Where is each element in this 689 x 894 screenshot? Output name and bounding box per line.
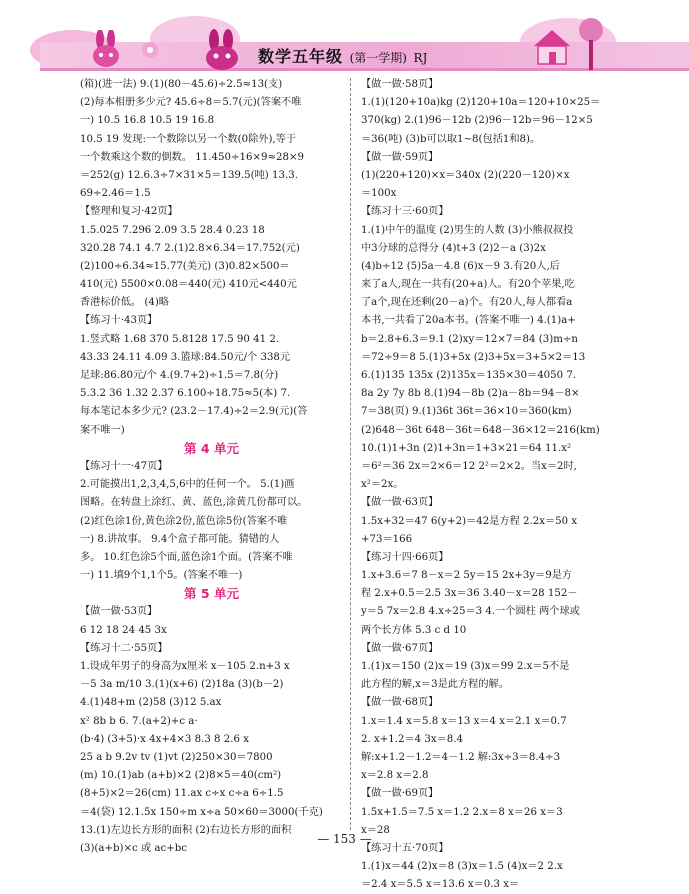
section-heading: 【练习十三·60页】 bbox=[361, 206, 449, 218]
answer-line: 图略。在转盘上涂红、黄、蓝色,涂黄几份都可以。 bbox=[80, 497, 308, 509]
answer-line: ＝72÷9＝8 5.(1)3+5x (2)3+5x＝3+5×2＝13 bbox=[361, 351, 586, 363]
answer-line: 每本笔记本多少元? (23.2－17.4)÷2＝2.9(元)(答 bbox=[80, 406, 308, 418]
answer-line: 2. x+1.2＝4 3x＝8.4 bbox=[361, 733, 463, 745]
book-title-semester: (第一学期) bbox=[349, 51, 407, 65]
answer-line: 1.5.025 7.296 2.09 3.5 28.4 0.23 18 bbox=[80, 224, 265, 236]
answer-line: y＝5 7x＝2.8 4.x÷25＝3 4.一个圆柱 两个球或 bbox=[361, 606, 580, 618]
section-heading: 【练习十一·47页】 bbox=[80, 460, 168, 472]
answer-line: (2)100÷6.34≈15.77(美元) (3)0.82×500＝ bbox=[80, 260, 290, 272]
answer-line: (8+5)×2＝26(cm) 11.ax c÷x c÷a 6÷1.5 bbox=[80, 788, 284, 800]
answer-line: 4.(1)48+m (2)58 (3)12 5.ax bbox=[80, 697, 222, 709]
page-number: — 153 — bbox=[317, 832, 372, 846]
answer-line: ＝252(g) 12.6.3÷7×31×5＝139.5(吨) 13.3. bbox=[80, 169, 298, 181]
book-title-main: 数学五年级 bbox=[258, 47, 344, 66]
answer-line: 了a个,现在还剩(20－a)个。有20人,每人都看a bbox=[361, 297, 573, 309]
answer-line: x＝2.8 x＝2.8 bbox=[361, 770, 429, 782]
answer-line: 多。 10.红色涂5个面,蓝色涂1个面。(答案不唯 bbox=[80, 551, 293, 563]
answer-line: (2)每本相册多少元? 45.6÷8＝5.7(元)(答案不唯 bbox=[80, 97, 302, 109]
answer-line: 香港标价低。 (4)略 bbox=[80, 297, 169, 309]
answer-line: x＝28 bbox=[361, 824, 390, 836]
unit-heading: 第 4 单元 bbox=[184, 440, 239, 456]
answer-line: ＝100x bbox=[361, 188, 397, 200]
section-heading: 【整理和复习·42页】 bbox=[80, 206, 178, 218]
answer-line: 10.5 19 发现:一个数除以另一个数(0除外),等于 bbox=[80, 133, 297, 145]
answer-line: (b·4) (3+5)·x 4x+4×3 8.3 8 2.6 x bbox=[80, 733, 249, 745]
house-icon bbox=[530, 24, 574, 66]
answer-line: 6.(1)135 135x (2)135x＝135×30＝4050 7. bbox=[361, 370, 577, 381]
answer-line: 一) 8.讲故事。 9.4个盒子都可能。猜错的人 bbox=[80, 533, 280, 545]
answer-line: x² 8b b 6. 7.(a+2)+c a· bbox=[80, 715, 198, 727]
answer-line: (m) 10.(1)ab (a+b)×2 (2)8×5＝40(cm²) bbox=[80, 770, 282, 782]
answer-line: 足球:86.80元/个 4.(9.7+2)÷1.5＝7.8(分) bbox=[80, 370, 279, 381]
answer-line: 1.x+3.6＝7 8－x＝2 5y＝15 2x+3y＝9是方 bbox=[361, 570, 573, 582]
answer-line: 来了a人,现在一共有(20+a)人。有20个苹果,吃 bbox=[361, 279, 575, 291]
answer-line: 本书,一共看了20a本书。(答案不唯一) 4.(1)a+ bbox=[361, 315, 576, 327]
section-heading: 【做一做·67页】 bbox=[361, 642, 439, 654]
answer-line: －5 3a m/10 3.(1)(x+6) (2)18a (3)(b－2) bbox=[80, 679, 284, 691]
answer-line: ＝36(吨) (3)b可以取1~8(包括1和8)。 bbox=[361, 133, 541, 145]
answer-line: 1.(1)中午的温度 (2)男生的人数 (3)小熊叔叔投 bbox=[361, 224, 574, 236]
answer-line: 案不唯一) bbox=[80, 424, 125, 436]
answer-line: 中3分球的总得分 (4)t+3 (2)2－a (3)2x bbox=[361, 242, 546, 254]
answer-line: 解:x+1.2－1.2＝4－1.2 解:3x÷3＝8.4÷3 bbox=[361, 751, 561, 763]
answer-line: 一) 10.5 16.8 10.5 19 16.8 bbox=[80, 115, 215, 127]
answer-line: 1.x＝1.4 x＝5.8 x＝13 x＝4 x＝2.1 x＝0.7 bbox=[361, 715, 567, 727]
book-title bbox=[258, 44, 427, 67]
answer-line: 25 a b 9.2v tv (1)vt (2)250×30＝7800 bbox=[80, 751, 273, 763]
header-banner bbox=[0, 0, 689, 74]
answer-line: 320.28 74.1 4.7 2.(1)2.8×6.34＝17.752(元) bbox=[80, 242, 300, 254]
answer-line: ＝6²＝36 2x＝2×6＝12 2²＝2×2。当x＝2时, bbox=[361, 460, 577, 472]
answer-line: 7＝38(页) 9.(1)36t 36t＝36×10＝360(km) bbox=[361, 406, 572, 418]
section-heading: 【练习十·43页】 bbox=[80, 315, 158, 327]
answer-line: 1.5x+32＝47 6(y+2)＝42是方程 2.2x＝50 x bbox=[361, 515, 578, 527]
answer-line: 1.竖式略 1.68 370 5.8128 17.5 90 41 2. bbox=[80, 333, 280, 345]
answer-line: 43.33 24.11 4.09 3.篮球:84.50元/个 338元 bbox=[80, 351, 291, 363]
answer-line: 1.(1)x＝150 (2)x＝19 (3)x＝99 2.x＝5不是 bbox=[361, 661, 570, 672]
answer-line: (箱)(进一法) 9.(1)(80－45.6)÷2.5≈13(支) bbox=[80, 79, 283, 90]
section-heading: 【做一做·69页】 bbox=[361, 788, 439, 800]
section-heading: 【练习十四·66页】 bbox=[361, 551, 449, 563]
answer-line: 370(kg) 2.(1)96－12b (2)96－12b＝96－12×5 bbox=[361, 115, 593, 127]
section-heading: 【练习十五·70页】 bbox=[361, 842, 449, 854]
section-heading: 【做一做·63页】 bbox=[361, 497, 439, 509]
answer-line: 2.可能摸出1,2,3,4,5,6中的任何一个。 5.(1)画 bbox=[80, 479, 295, 491]
answer-line: (4)b÷12 (5)5a－4.8 (6)x－9 3.有20人,后 bbox=[361, 260, 560, 272]
answer-line: (1)(220+120)×x＝340x (2)(220－120)×x bbox=[361, 169, 570, 181]
answer-line: 一个数乘这个数的倒数。 11.450÷16×9≈28×9 bbox=[80, 151, 304, 163]
answer-line: b＝2.8+6.3＝9.1 (2)xy＝12×7＝84 (3)m÷n bbox=[361, 333, 578, 345]
answer-line: 8a 2y 7y 8b 8.(1)94－8b (2)a－8b＝94－8× bbox=[361, 388, 580, 400]
answer-line: ＝4(袋) 12.1.5x 150÷m x÷a 50×60＝3000(千克) bbox=[80, 806, 323, 818]
answer-line: 1.(1)x＝44 (2)x＝8 (3)x＝1.5 (4)x＝2 2.x bbox=[361, 861, 563, 873]
answer-line: 13.(1)左边长方形的面积 (2)右边长方形的面积 bbox=[80, 824, 292, 836]
book-title-edition: RJ bbox=[413, 51, 428, 65]
section-heading: 【做一做·58页】 bbox=[361, 79, 439, 90]
answer-line: (3)(a+b)×c 或 ac+bc bbox=[80, 842, 187, 854]
tree-icon bbox=[574, 14, 608, 72]
answer-line: +73＝166 bbox=[361, 533, 413, 545]
answer-line: 程 2.x+0.5＝2.5 3x＝36 3.40－x＝28 152－ bbox=[361, 588, 578, 600]
answer-line: 69÷2.46＝1.5 bbox=[80, 188, 151, 200]
answer-line: x²＝2x。 bbox=[361, 479, 404, 491]
answer-line: 6 12 18 24 45 3x bbox=[80, 624, 167, 636]
answer-line: 410(元) 5500×0.08＝440(元) 410元<440元 bbox=[80, 279, 297, 291]
left-column bbox=[80, 76, 343, 858]
answer-line: 5.3.2 36 1.32 2.37 6.100÷18.75≈5(本) 7. bbox=[80, 388, 291, 400]
right-column bbox=[361, 76, 618, 894]
flower-icon bbox=[140, 40, 160, 60]
answer-line: 一) 11.填9个1,1个5。(答案不唯一) bbox=[80, 570, 243, 582]
answer-line: 1.设成年男子的身高为x厘米 x－105 2.n+3 x bbox=[80, 661, 290, 672]
answer-line: 两个长方体 5.3 c d 10 bbox=[361, 624, 467, 636]
bunny-icon bbox=[86, 30, 126, 72]
answer-line: 此方程的解,x＝3是此方程的解。 bbox=[361, 679, 509, 691]
unit-heading: 第 5 单元 bbox=[184, 586, 239, 602]
answer-line: (2)648－36t 648－36t＝648－36×12＝216(km) bbox=[361, 424, 600, 436]
section-heading: 【练习十二·55页】 bbox=[80, 642, 168, 654]
answer-line: 10.(1)1+3n (2)1+3n＝1+3×21＝64 11.x² bbox=[361, 442, 572, 454]
answer-line: ＝2.4 x＝5.5 x＝13.6 x＝0.3 x＝ bbox=[361, 879, 520, 891]
section-heading: 【做一做·53页】 bbox=[80, 606, 158, 618]
section-heading: 【做一做·59页】 bbox=[361, 151, 439, 163]
cartoon-character-icon bbox=[200, 28, 248, 72]
column-divider bbox=[350, 78, 351, 830]
answer-line: 1.5x+1.5＝7.5 x＝1.2 2.x＝8 x＝26 x＝3 bbox=[361, 806, 563, 818]
answer-line: (2)红色涂1份,黄色涂2份,蓝色涂5份(答案不唯 bbox=[80, 515, 288, 527]
answer-line: 1.(1)(120+10a)kg (2)120+10a＝120+10×25＝ bbox=[361, 97, 601, 109]
section-heading: 【做一做·68页】 bbox=[361, 697, 439, 709]
